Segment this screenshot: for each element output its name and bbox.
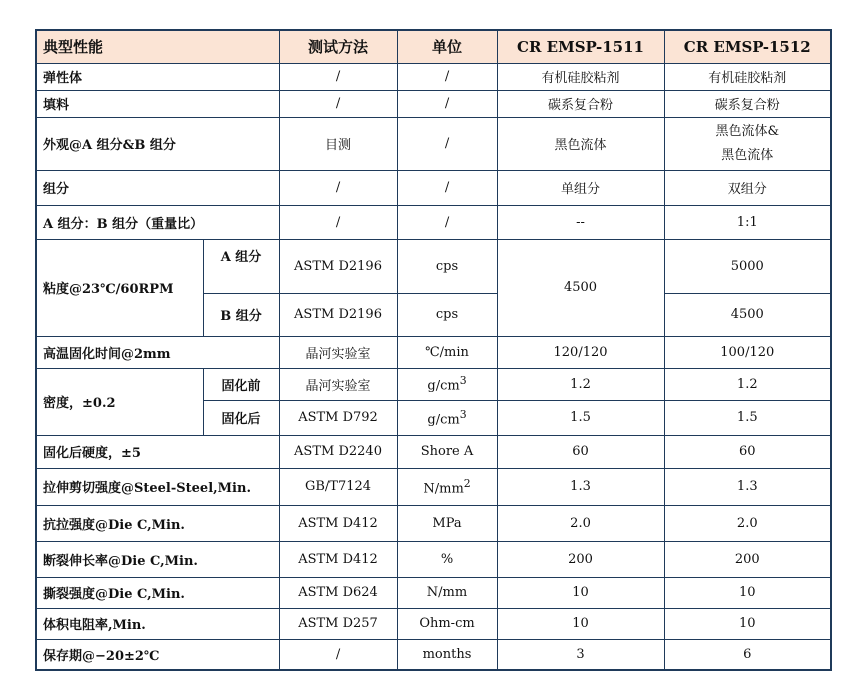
sub-label: B 组分 [203, 293, 279, 336]
unit-cell: Shore A [397, 435, 497, 468]
row-label: 粘度@23℃/60RPM [36, 239, 203, 336]
value-1511: 碳系复合粉 [497, 90, 664, 117]
value-1511: 4500 [497, 239, 664, 336]
value-1511: 120/120 [497, 336, 664, 368]
header-product-1511: CR EMSP-1511 [497, 30, 664, 63]
method-cell: ASTM D257 [279, 608, 397, 639]
value-1511: 2.0 [497, 505, 664, 541]
method-cell: ASTM D2196 [279, 239, 397, 293]
header-property: 典型性能 [36, 30, 279, 63]
method-cell: / [279, 90, 397, 117]
unit-cell: / [397, 90, 497, 117]
unit-cell: Ohm-cm [397, 608, 497, 639]
table-row [36, 239, 831, 293]
method-cell: ASTM D792 [279, 400, 397, 435]
row-label: 撕裂强度@Die C,Min. [36, 577, 279, 608]
method-cell: ASTM D2196 [279, 293, 397, 336]
unit-cell: / [397, 205, 497, 239]
unit-cell: / [397, 63, 497, 90]
row-label: 抗拉强度@Die C,Min. [36, 505, 279, 541]
value-1512: 双组分 [664, 170, 831, 205]
table-row [36, 368, 831, 400]
method-cell: ASTM D2240 [279, 435, 397, 468]
method-cell: ASTM D412 [279, 505, 397, 541]
method-cell: GB/T7124 [279, 468, 397, 505]
unit-cell [397, 468, 497, 505]
row-label: 高温固化时间@2mm [36, 336, 279, 368]
sub-label: A 组分 [203, 239, 279, 293]
row-label: 填料 [36, 90, 279, 117]
value-1512-line2: 黑色流体 [721, 147, 774, 163]
value-1511: 10 [497, 608, 664, 639]
value-1511: 60 [497, 435, 664, 468]
table-row [36, 90, 831, 117]
value-1512: 60 [664, 435, 831, 468]
unit-cell: / [397, 117, 497, 170]
table-row [36, 170, 831, 205]
value-1512: 2.0 [664, 505, 831, 541]
value-1512 [664, 117, 831, 170]
value-1511: 3 [497, 639, 664, 670]
table-row [36, 541, 831, 577]
header-product-1512: CR EMSP-1512 [664, 30, 831, 63]
sub-label: 固化前 [203, 368, 279, 400]
unit-cell: MPa [397, 505, 497, 541]
value-1511: 1.3 [497, 468, 664, 505]
value-1511: 1.2 [497, 368, 664, 400]
method-cell: 晶河实验室 [279, 336, 397, 368]
table-row [36, 639, 831, 670]
method-cell: / [279, 639, 397, 670]
unit-cell: / [397, 170, 497, 205]
unit-superscript: 3 [459, 407, 467, 421]
row-label: 弹性体 [36, 63, 279, 90]
header-unit: 单位 [397, 30, 497, 63]
value-1511: 10 [497, 577, 664, 608]
unit-cell: N/mm [397, 577, 497, 608]
method-cell: / [279, 170, 397, 205]
header-method: 测试方法 [279, 30, 397, 63]
table-row [36, 505, 831, 541]
value-1512: 碳系复合粉 [664, 90, 831, 117]
table-row [36, 205, 831, 239]
table-row [36, 117, 831, 170]
method-cell: / [279, 205, 397, 239]
value-1511: 单组分 [497, 170, 664, 205]
table-row [36, 468, 831, 505]
value-1512-line1: 黑色流体& [715, 123, 780, 139]
table-row [36, 608, 831, 639]
row-label: 体积电阻率,Min. [36, 608, 279, 639]
header-row [36, 30, 831, 63]
value-1511: 有机硅胶粘剂 [497, 63, 664, 90]
unit-base: g/cm [427, 412, 460, 428]
row-label: 组分 [36, 170, 279, 205]
value-1512: 1.3 [664, 468, 831, 505]
sub-label: 固化后 [203, 400, 279, 435]
method-cell: ASTM D412 [279, 541, 397, 577]
value-1512: 1.2 [664, 368, 831, 400]
row-label: 密度，±0.2 [36, 368, 203, 435]
row-label: 外观@A 组分&B 组分 [36, 117, 279, 170]
value-1511: -- [497, 205, 664, 239]
value-1511: 200 [497, 541, 664, 577]
unit-cell [397, 368, 497, 400]
value-1512: 1:1 [664, 205, 831, 239]
table-row [36, 577, 831, 608]
value-1512: 10 [664, 577, 831, 608]
value-1512: 10 [664, 608, 831, 639]
row-label: 固化后硬度，±5 [36, 435, 279, 468]
value-1512: 200 [664, 541, 831, 577]
method-cell: ASTM D624 [279, 577, 397, 608]
table-row [36, 336, 831, 368]
row-label: 断裂伸长率@Die C,Min. [36, 541, 279, 577]
row-label: 拉伸剪切强度@Steel-Steel,Min. [36, 468, 279, 505]
unit-cell: months [397, 639, 497, 670]
unit-cell: % [397, 541, 497, 577]
method-cell: 目测 [279, 117, 397, 170]
table-row [36, 63, 831, 90]
unit-cell: cps [397, 293, 497, 336]
unit-superscript: 3 [459, 374, 467, 388]
method-cell: / [279, 63, 397, 90]
row-label: 保存期@−20±2℃ [36, 639, 279, 670]
unit-cell: cps [397, 239, 497, 293]
value-1512: 6 [664, 639, 831, 670]
unit-superscript: 2 [463, 476, 471, 490]
value-1511: 1.5 [497, 400, 664, 435]
value-1512: 5000 [664, 239, 831, 293]
value-1512: 4500 [664, 293, 831, 336]
unit-base: g/cm [427, 378, 460, 394]
unit-cell: ℃/min [397, 336, 497, 368]
method-cell: 晶河实验室 [279, 368, 397, 400]
value-1512: 100/120 [664, 336, 831, 368]
value-1512: 1.5 [664, 400, 831, 435]
row-label: A 组分：B 组分（重量比） [36, 205, 279, 239]
spec-table [35, 29, 832, 671]
value-1512: 有机硅胶粘剂 [664, 63, 831, 90]
unit-base: N/mm [423, 481, 464, 497]
table-row [36, 435, 831, 468]
unit-cell [397, 400, 497, 435]
value-1511: 黑色流体 [497, 117, 664, 170]
